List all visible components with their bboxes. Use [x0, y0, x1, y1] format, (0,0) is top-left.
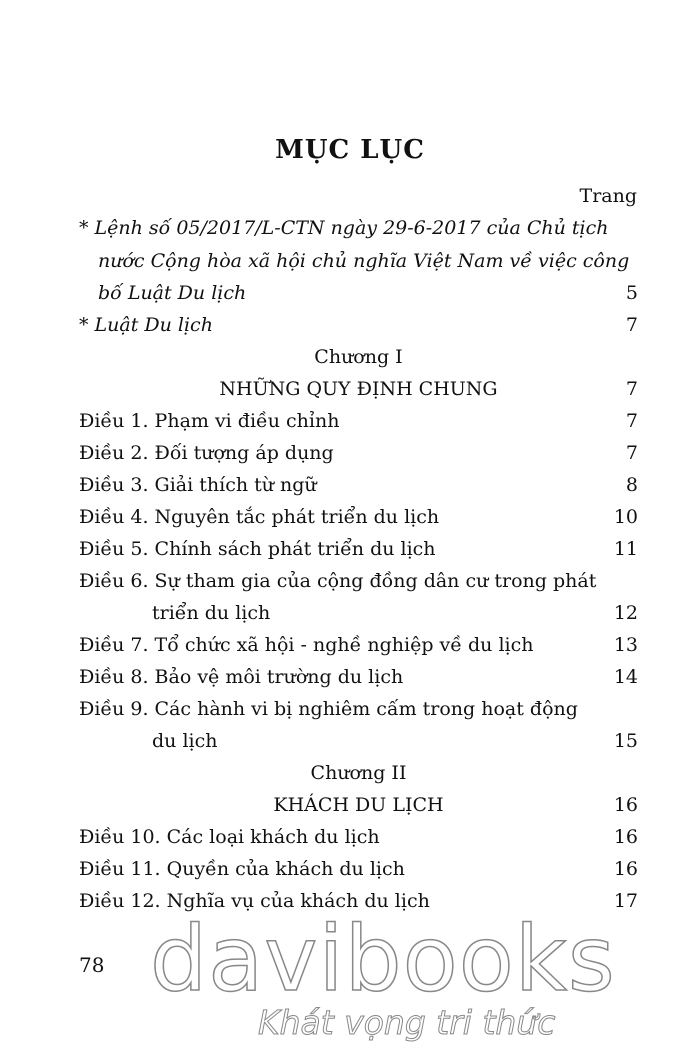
- chapter-name: NHỮNG QUY ĐỊNH CHUNG: [219, 378, 498, 400]
- toc-entry-text: * Luật Du lịch: [79, 314, 213, 336]
- watermark-slogan: Khát vọng tri thức: [258, 1003, 556, 1042]
- toc-entry-page: 10: [613, 506, 638, 528]
- toc-entry-text: nước Cộng hòa xã hội chủ nghĩa Việt Nam về việc công: [98, 250, 630, 272]
- toc-entry-page: 7: [625, 314, 638, 336]
- toc-entry-page: 16: [613, 826, 638, 848]
- toc-entry: [79, 854, 638, 884]
- toc-entry: [79, 630, 638, 660]
- toc-entry-page: 12: [613, 602, 638, 624]
- toc-entry-text: Điều 10. Các loại khách du lịch: [79, 826, 380, 848]
- toc-entry-page: 7: [625, 442, 638, 464]
- toc-entry: [79, 726, 638, 756]
- toc-entry: [79, 662, 638, 692]
- toc-entry-text: Điều 2. Đối tượng áp dụng: [79, 442, 334, 464]
- toc-entry-page: 7: [625, 378, 638, 400]
- toc-entry-text: triển du lịch: [152, 602, 271, 624]
- page-column-header: Trang: [579, 185, 637, 207]
- page-number: 78: [79, 953, 105, 977]
- toc-entry-page: 17: [613, 890, 638, 912]
- toc-entry-text: Điều 5. Chính sách phát triển du lịch: [79, 538, 436, 560]
- chapter-label: Chương I: [314, 346, 403, 368]
- toc-entry: [79, 246, 638, 276]
- toc-entry-text: Điều 1. Phạm vi điều chỉnh: [79, 410, 340, 432]
- toc-entry: [79, 566, 638, 596]
- watermark-brand: davibooks: [150, 907, 616, 1012]
- toc-entry-text: bố Luật Du lịch: [98, 282, 247, 304]
- toc-entry-text: Điều 3. Giải thích từ ngữ: [79, 474, 317, 496]
- toc-entry-page: 5: [625, 282, 638, 304]
- toc-entry-text: * Lệnh số 05/2017/L-CTN ngày 29-6-2017 của Chủ tịch: [79, 217, 609, 239]
- toc-entry: [79, 278, 638, 308]
- toc-entry-page: 16: [613, 794, 638, 816]
- toc-entry-text: Điều 12. Nghĩa vụ của khách du lịch: [79, 890, 430, 912]
- chapter-heading: [79, 790, 638, 820]
- toc-entry-page: 14: [613, 666, 638, 688]
- toc-entry-page: 15: [613, 730, 638, 752]
- toc-entry: [79, 694, 638, 724]
- toc-entry: [79, 213, 638, 243]
- page-title: MỤC LỤC: [275, 135, 425, 165]
- toc-entry: [79, 822, 638, 852]
- toc-entry-text: Điều 8. Bảo vệ môi trường du lịch: [79, 666, 404, 688]
- toc-entry-text: Điều 11. Quyền của khách du lịch: [79, 858, 405, 880]
- toc-entry-text: Điều 6. Sự tham gia của cộng đồng dân cư trong phát: [79, 570, 597, 592]
- toc-entry-page: 7: [625, 410, 638, 432]
- toc-entry-text: Điều 7. Tổ chức xã hội - nghề nghiệp về du lịch: [79, 634, 534, 656]
- toc-entry-page: 8: [625, 474, 638, 496]
- toc-entry-page: 11: [613, 538, 638, 560]
- chapter-label: Chương II: [310, 762, 407, 784]
- toc-entry: [79, 310, 638, 340]
- toc-entry-text: du lịch: [152, 730, 218, 752]
- chapter-name: KHÁCH DU LỊCH: [273, 794, 444, 816]
- toc-entry: [79, 406, 638, 436]
- toc-entry: [79, 502, 638, 532]
- toc-entry: [79, 470, 638, 500]
- toc-entry-page: 13: [613, 634, 638, 656]
- chapter-heading: [79, 374, 638, 404]
- toc-entry-text: Điều 4. Nguyên tắc phát triển du lịch: [79, 506, 440, 528]
- toc-entry: [79, 438, 638, 468]
- toc-entry-page: 16: [613, 858, 638, 880]
- toc-entry: [79, 598, 638, 628]
- toc-entry-text: Điều 9. Các hành vi bị nghiêm cấm trong hoạt động: [79, 698, 578, 720]
- toc-entry: [79, 534, 638, 564]
